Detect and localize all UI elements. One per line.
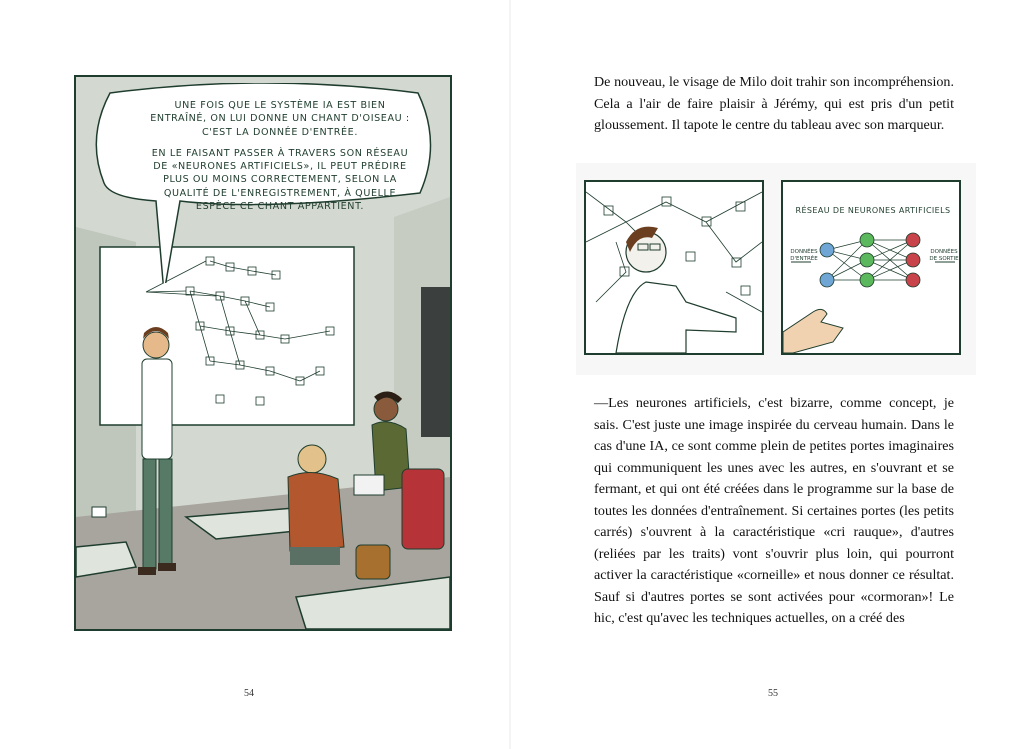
left-page: [0, 0, 510, 749]
comic-panel-classroom: [74, 75, 452, 631]
hidden-node: [860, 253, 874, 267]
teacher-closeup-illustration: [586, 182, 762, 353]
paragraph-bottom-text: —Les neurones artificiels, c'est bizarre, comme concept, je sais. C'est juste une image inspirée du cerveau humain. Dans le cas d'une IA, ce sont comme plein de petites portes imaginaires qui communiquent les unes avec les autres, en s'ouvrant et se fermant, et qui ont été créées dans le programme sur la base de toutes les données d'entraînement. Si certaines portes (les petits carrés) s'ouvrent à la caractéristique «cri rauque», d'autres (reliées par les traits) vont s'ouvrir plus loin, qui pourront activer la caractéristique «corneille» et nous donner ce résultat. Sauf si d'autres portes se sont activées pour «cormoran»! Le hic, c'est qu'avec les techniques actuelles, on a créé des: [594, 395, 954, 626]
output-node: [906, 273, 920, 287]
narrative-paragraph-bottom: [594, 393, 954, 630]
diagram-title: RÉSEAU DE NEURONES ARTIFICIELS: [795, 206, 951, 215]
bubble-paragraph-1: UNE FOIS QUE LE SYSTÈME IA EST BIEN ENTRAÎNÉ, ON LUI DONNE UN CHANT D'OISEAU : C'EST LA DONNÉE D'ENTRÉE.: [150, 100, 410, 138]
comic-panel-teacher-closeup: [584, 180, 764, 355]
hidden-node: [860, 233, 874, 247]
speech-bubble-text: [150, 99, 410, 221]
hidden-node: [860, 273, 874, 287]
diagram-output-label: DONNÉES DE SORTIE: [929, 249, 959, 262]
right-page: [510, 0, 1021, 749]
output-node: [906, 253, 920, 267]
narrative-paragraph-top: [594, 72, 954, 137]
neural-network-svg: [783, 182, 959, 353]
bubble-paragraph-2: EN LE FAISANT PASSER À TRAVERS SON RÉSEAU DE «NEURONES ARTIFICIELS», IL PEUT PRÉDIRE PLUS OU MOINS CORRECTEMENT, SELON LA QUALITÉ DE L'ENREGISTREMENT, À QUELLE ESPÈCE CE CHANT APPARTIENT.: [151, 147, 409, 213]
paragraph-top-text: De nouveau, le visage de Milo doit trahir son incompréhension. Cela a l'air de faire plaisir à Jérémy, qui est pris d'un petit gloussement. Il tapote le centre du tableau avec son marqueur.: [594, 74, 954, 133]
input-node: [820, 273, 834, 287]
output-node: [906, 233, 920, 247]
page-number-left: 54: [244, 688, 254, 699]
input-node: [820, 243, 834, 257]
diagram-input-label: DONNÉES D'ENTRÉE: [790, 249, 818, 262]
comic-panel-neural-network-diagram: [781, 180, 961, 355]
page-number-right: 55: [768, 688, 778, 699]
speech-bubble: [90, 83, 438, 283]
